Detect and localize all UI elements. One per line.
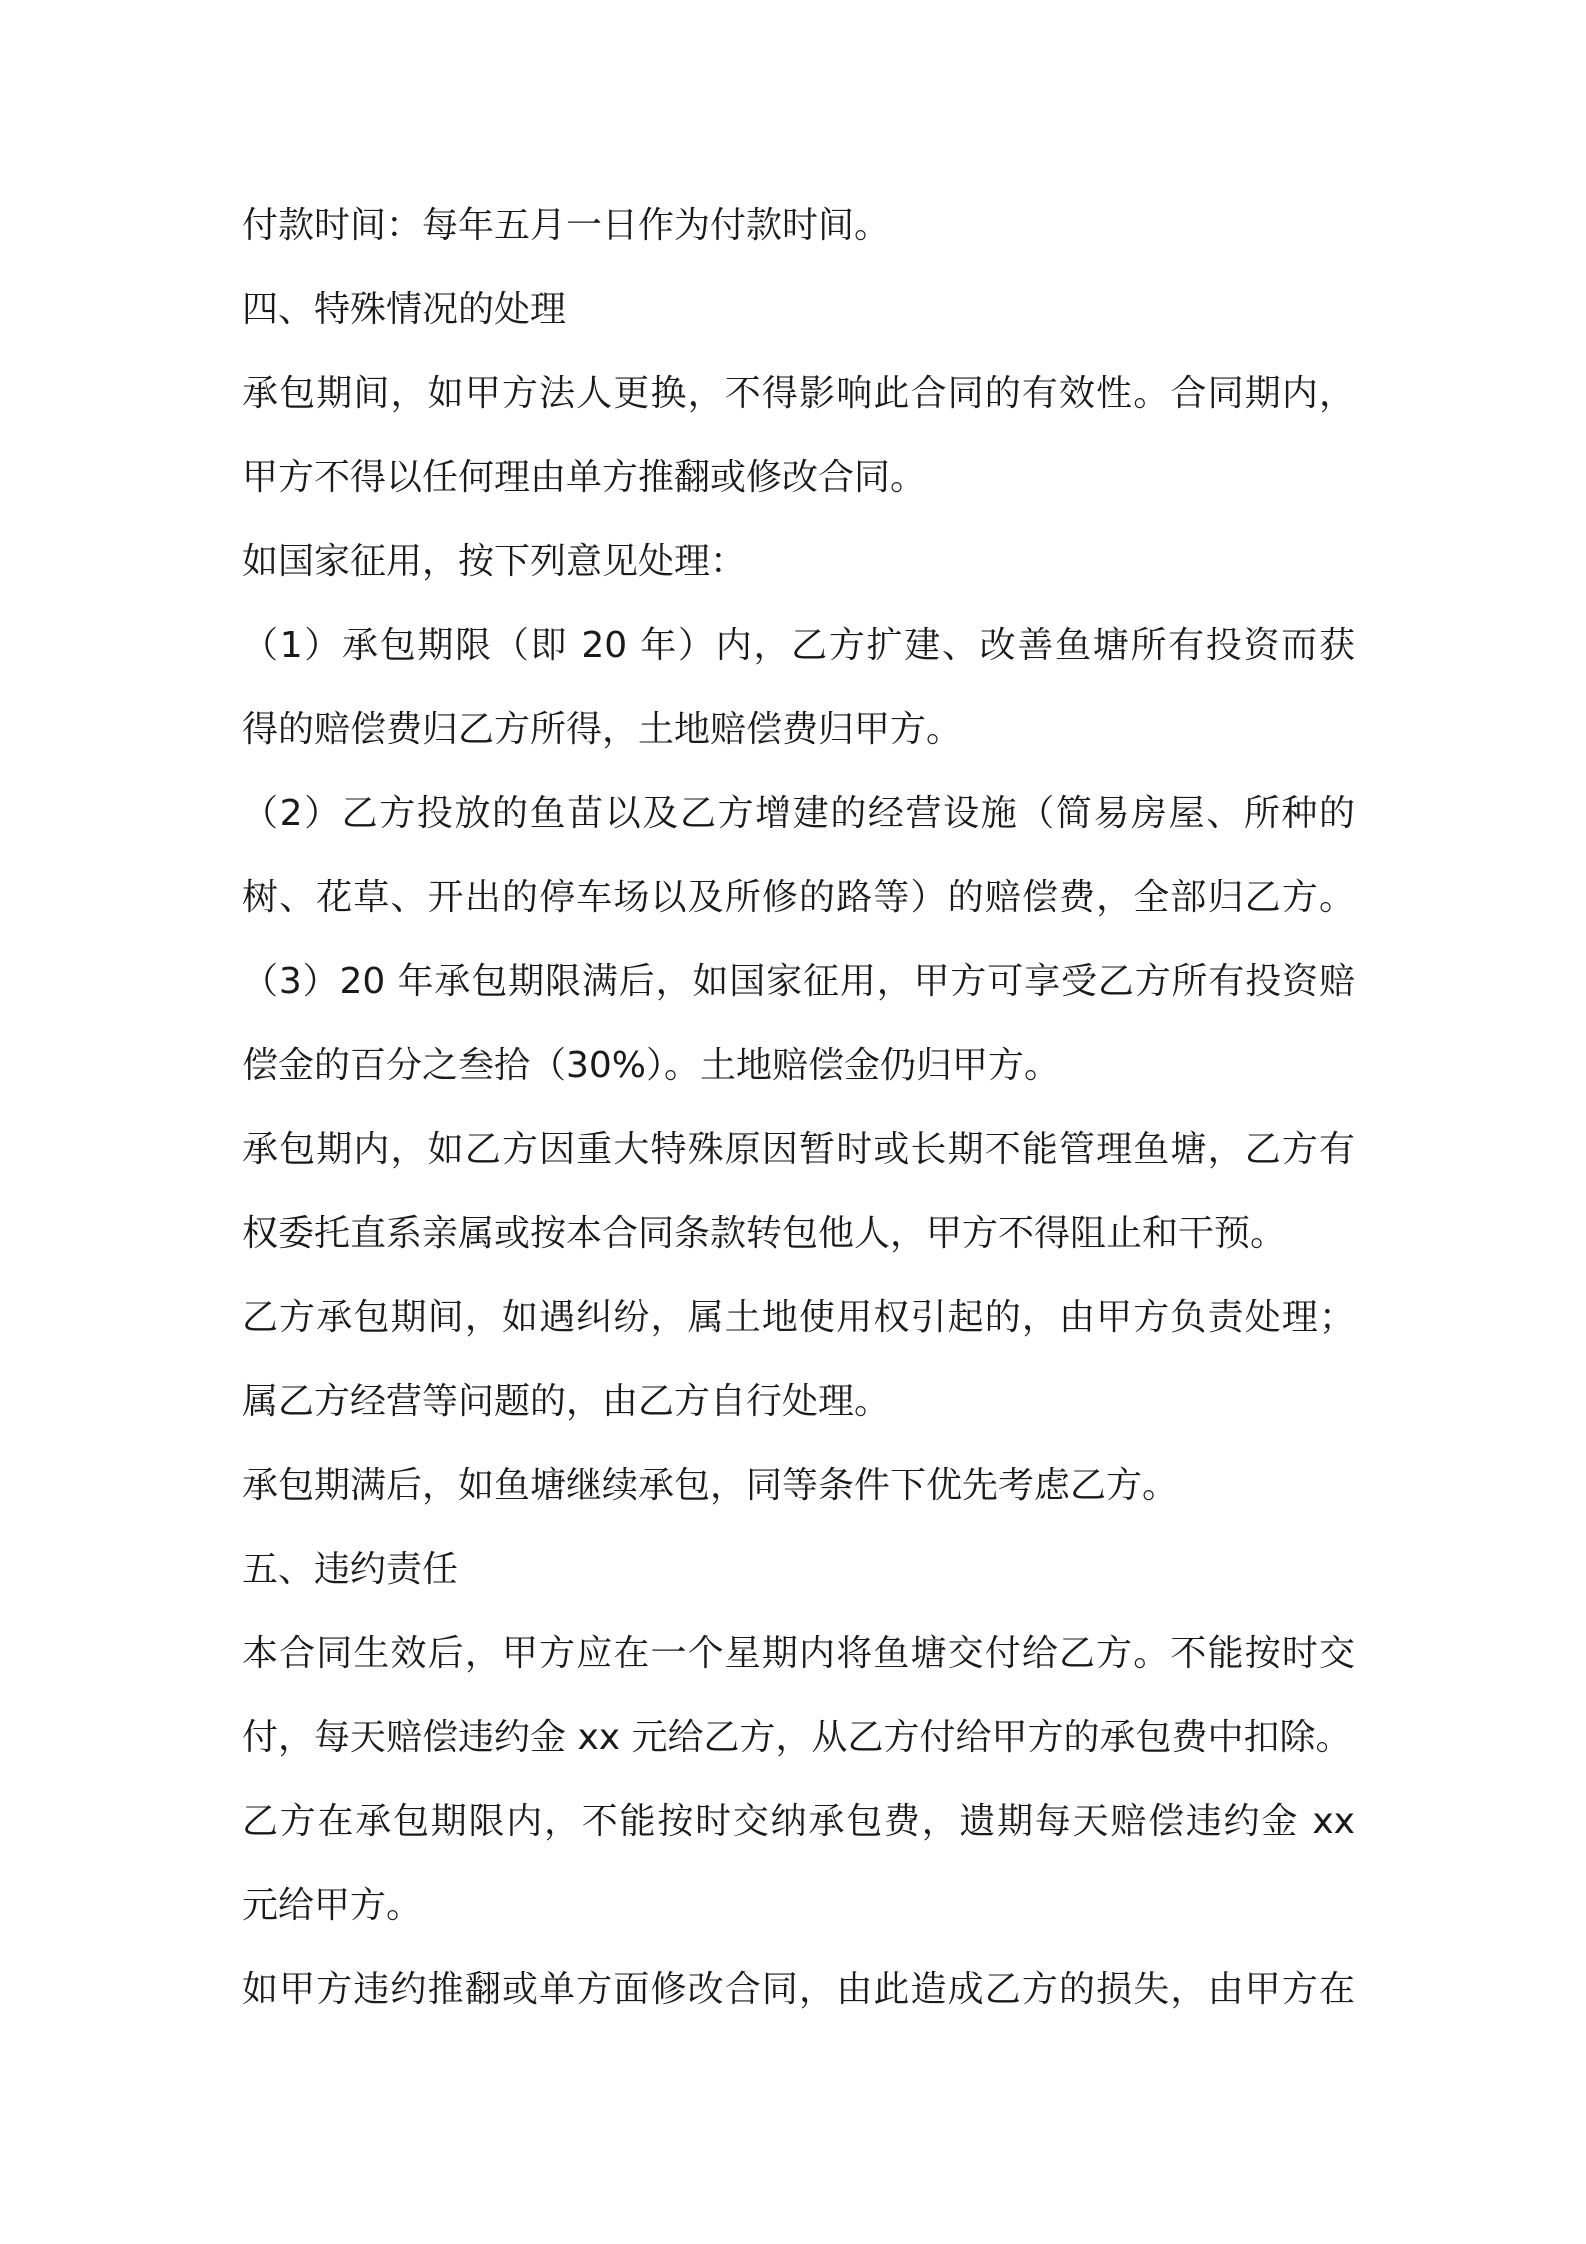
document-body [242,184,1355,2032]
paragraph-line: 属乙方经营等问题的，由乙方自行处理。 [242,1381,891,1422]
paragraph-line: 承包期间，如甲方法人更换，不得影响此合同的有效性。合同期内， [242,373,1355,414]
paragraph-line: 承包期满后，如鱼塘继续承包，同等条件下优先考虑乙方。 [242,1465,1179,1506]
list-item-3-line: 偿金的百分之叁拾（30%）。土地赔偿金仍归甲方。 [242,1045,1061,1086]
paragraph-line: 本合同生效后，甲方应在一个星期内将鱼塘交付给乙方。不能按时交 [242,1633,1355,1674]
paragraph-line: 元给甲方。 [242,1885,423,1926]
paragraph-line: 如甲方违约推翻或单方面修改合同，由此造成乙方的损失，由甲方在 [242,1969,1355,2010]
payment-time-line: 付款时间：每年五月一日作为付款时间。 [242,205,891,246]
section-heading-breach-liability: 五、违约责任 [242,1549,459,1590]
list-item-1-line: 得的赔偿费归乙方所得，土地赔偿费归甲方。 [242,709,963,750]
paragraph-line: 权委托直系亲属或按本合同条款转包他人，甲方不得阻止和干预。 [242,1213,1287,1254]
list-item-3-line: （3）20 年承包期限满后，如国家征用，甲方可享受乙方所有投资赔 [242,961,1355,1002]
paragraph-line: 乙方在承包期限内，不能按时交纳承包费，遗期每天赔偿违约金 xx [242,1801,1355,1842]
paragraph-line: 乙方承包期间，如遇纠纷，属土地使用权引起的，由甲方负责处理； [242,1297,1355,1338]
paragraph-line: 如国家征用，按下列意见处理： [242,541,747,582]
list-item-2-line: （2）乙方投放的鱼苗以及乙方增建的经营设施（简易房屋、所种的 [242,793,1355,834]
paragraph-line: 承包期内，如乙方因重大特殊原因暂时或长期不能管理鱼塘，乙方有 [242,1129,1355,1170]
section-heading-special-cases: 四、特殊情况的处理 [242,289,567,330]
paragraph-line: 付，每天赔偿违约金 xx 元给乙方，从乙方付给甲方的承包费中扣除。 [242,1717,1352,1758]
list-item-2-line: 树、花草、开出的停车场以及所修的路等）的赔偿费，全部归乙方。 [242,877,1355,918]
list-item-1-line: （1）承包期限（即 20 年）内，乙方扩建、改善鱼塘所有投资而获 [242,625,1355,666]
paragraph-line: 甲方不得以任何理由单方推翻或修改合同。 [242,457,927,498]
